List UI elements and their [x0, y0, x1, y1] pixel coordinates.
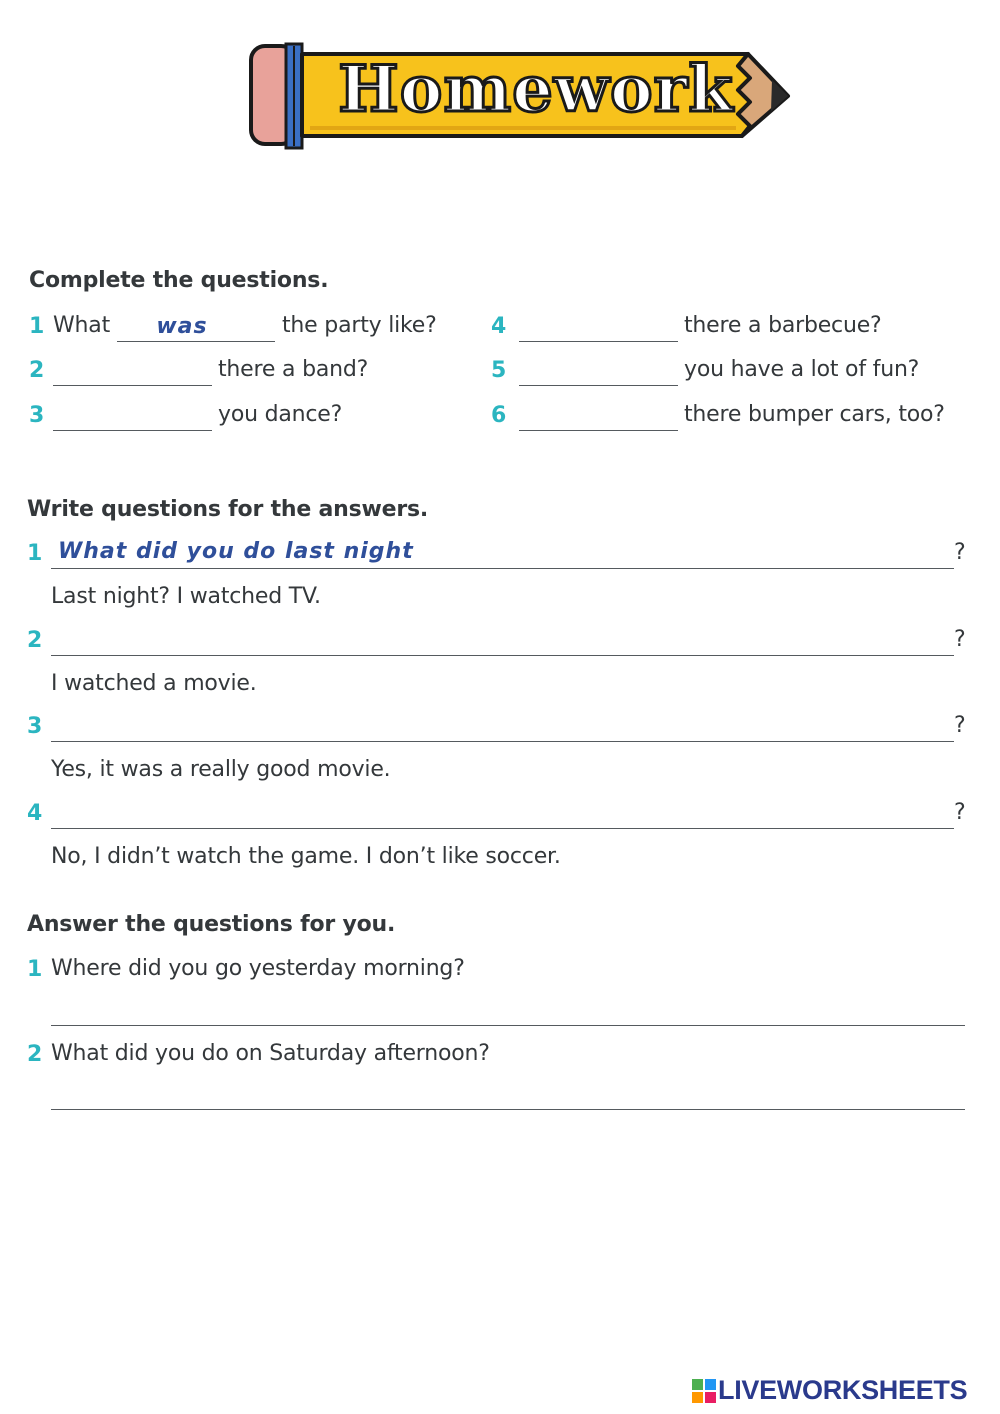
section1-heading: Complete the questions.: [29, 268, 329, 293]
s1-item1-blank[interactable]: [117, 341, 275, 342]
s3-item2-question: What did you do on Saturday afternoon?: [51, 1041, 490, 1066]
s2-item4-answer: No, I didn’t watch the game. I don’t like soccer.: [51, 844, 561, 869]
s1-item5-blank[interactable]: [519, 385, 678, 386]
s3-item1-question: Where did you go yesterday morning?: [51, 956, 465, 981]
s2-item1-line[interactable]: [51, 568, 954, 569]
s3-item1-num: 1: [27, 957, 43, 982]
section2-heading: Write questions for the answers.: [27, 497, 429, 522]
s1-item5-num: 5: [491, 358, 507, 383]
s2-item3-line[interactable]: [51, 741, 954, 742]
s1-item4-num: 4: [491, 314, 507, 339]
s2-item1-num: 1: [27, 541, 43, 566]
s1-item4-after: there a barbecue?: [684, 313, 882, 338]
homework-banner: [248, 40, 793, 152]
s1-item2-after: there a band?: [218, 357, 369, 382]
s2-item2-line[interactable]: [51, 655, 954, 656]
s2-item4-num: 4: [27, 801, 43, 826]
s1-item1-num: 1: [29, 314, 45, 339]
s2-item2-qmark: ?: [954, 627, 966, 652]
s1-item4-blank[interactable]: [519, 341, 678, 342]
banner-title: Homework: [338, 52, 734, 127]
s2-item2-num: 2: [27, 628, 43, 653]
s1-item6-num: 6: [491, 403, 507, 428]
s2-item2-answer: I watched a movie.: [51, 671, 257, 696]
s2-item4-qmark: ?: [954, 800, 966, 825]
s2-item1-answer: Last night? I watched TV.: [51, 584, 321, 609]
s1-item6-blank[interactable]: [519, 430, 678, 431]
s1-item1-before: What: [53, 313, 111, 338]
s1-item3-blank[interactable]: [53, 430, 212, 431]
s3-item2-num: 2: [27, 1042, 43, 1067]
liveworksheets-text: LIVEWORKSHEETS: [718, 1375, 968, 1405]
s3-item2-answer-line[interactable]: [51, 1109, 965, 1110]
s2-item3-num: 3: [27, 714, 43, 739]
s1-item3-num: 3: [29, 403, 45, 428]
s1-item6-after: there bumper cars, too?: [684, 402, 945, 427]
s1-item1-after: the party like?: [282, 313, 437, 338]
s2-item4-line[interactable]: [51, 828, 954, 829]
s1-item5-after: you have a lot of fun?: [684, 357, 920, 382]
s2-item1-qmark: ?: [954, 540, 966, 565]
section3-heading: Answer the questions for you.: [27, 912, 396, 937]
s3-item1-answer-line[interactable]: [51, 1025, 965, 1026]
s1-item3-after: you dance?: [218, 402, 343, 427]
liveworksheets-logo: [692, 1374, 992, 1408]
s1-item2-blank[interactable]: [53, 385, 212, 386]
s2-item3-answer: Yes, it was a really good movie.: [51, 757, 391, 782]
s2-item3-qmark: ?: [954, 713, 966, 738]
s1-item2-num: 2: [29, 358, 45, 383]
liveworksheets-icon: [692, 1379, 716, 1403]
s1-item1-answer[interactable]: was: [156, 314, 208, 339]
s2-item1-question[interactable]: What did you do last night: [58, 539, 414, 564]
